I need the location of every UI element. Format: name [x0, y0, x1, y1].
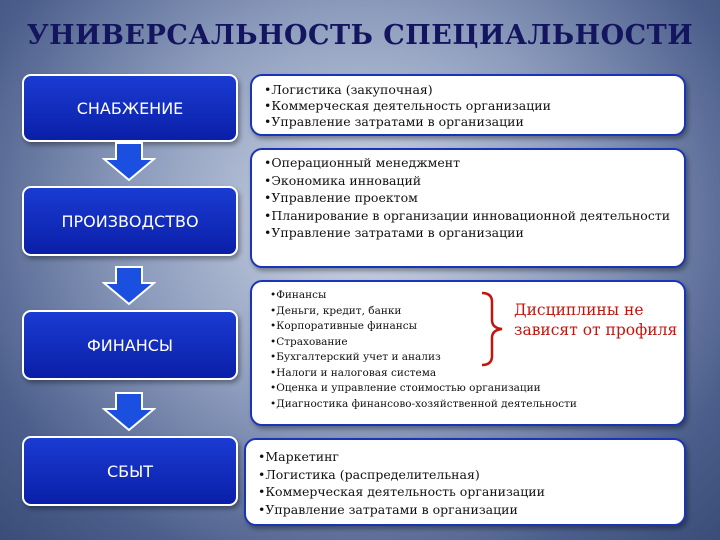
list-item: •Управление затратами в организации	[258, 501, 518, 517]
list-item: •Оценка и управление стоимостью организации	[270, 382, 541, 394]
list-item: •Управление затратами в организации	[264, 114, 524, 129]
note-profile-independent: Дисциплины не зависят от профиля	[514, 301, 678, 339]
panel-supply-disciplines	[250, 74, 686, 136]
list-item: •Налоги и налоговая система	[270, 366, 437, 379]
stage-production-label: ПРОИЗВОДСТВО	[61, 211, 199, 231]
list-item: •Логистика (распределительная)	[258, 466, 480, 482]
list-item: •Управление проектом	[264, 190, 418, 205]
list-item: •Планирование в организации инновационной деятельности	[264, 207, 671, 223]
list-item: •Страхование	[270, 335, 348, 348]
brace-icon	[478, 290, 508, 368]
list-item: •Логистика (закупочная)	[264, 82, 433, 97]
stage-sales-label: СБЫТ	[106, 461, 154, 481]
list-item: •Диагностика финансово-хозяйственной деятельности	[270, 397, 577, 410]
list-item: •Операционный менеджмент	[264, 155, 461, 170]
panel-production-disciplines	[250, 148, 686, 268]
page-title: УНИВЕРСАЛЬНОСТЬ СПЕЦИАЛЬНОСТИ	[26, 20, 694, 51]
stage-supply	[22, 74, 238, 142]
list-item: •Коммерческая деятельность организации	[258, 484, 545, 499]
down-arrow-icon	[102, 392, 156, 432]
stage-production	[22, 186, 238, 256]
list-item: •Корпоративные финансы	[270, 320, 417, 332]
list-item: •Коммерческая деятельность организации	[264, 98, 551, 113]
list-item: •Экономика инноваций	[264, 172, 422, 188]
list-item: •Деньги, кредит, банки	[270, 304, 402, 317]
list-item: •Бухгалтерский учет и анализ	[270, 351, 441, 363]
list-item: •Управление затратами в организации	[264, 225, 524, 240]
list-item: •Финансы	[270, 289, 327, 301]
stage-sales	[22, 436, 238, 506]
panel-sales-disciplines	[244, 438, 686, 526]
stage-finance	[22, 310, 238, 380]
down-arrow-icon	[102, 142, 156, 182]
down-arrow-icon	[102, 266, 156, 306]
stage-supply-label: СНАБЖЕНИЕ	[76, 98, 184, 118]
stage-finance-label: ФИНАНСЫ	[86, 335, 174, 355]
list-item: •Маркетинг	[258, 449, 339, 464]
